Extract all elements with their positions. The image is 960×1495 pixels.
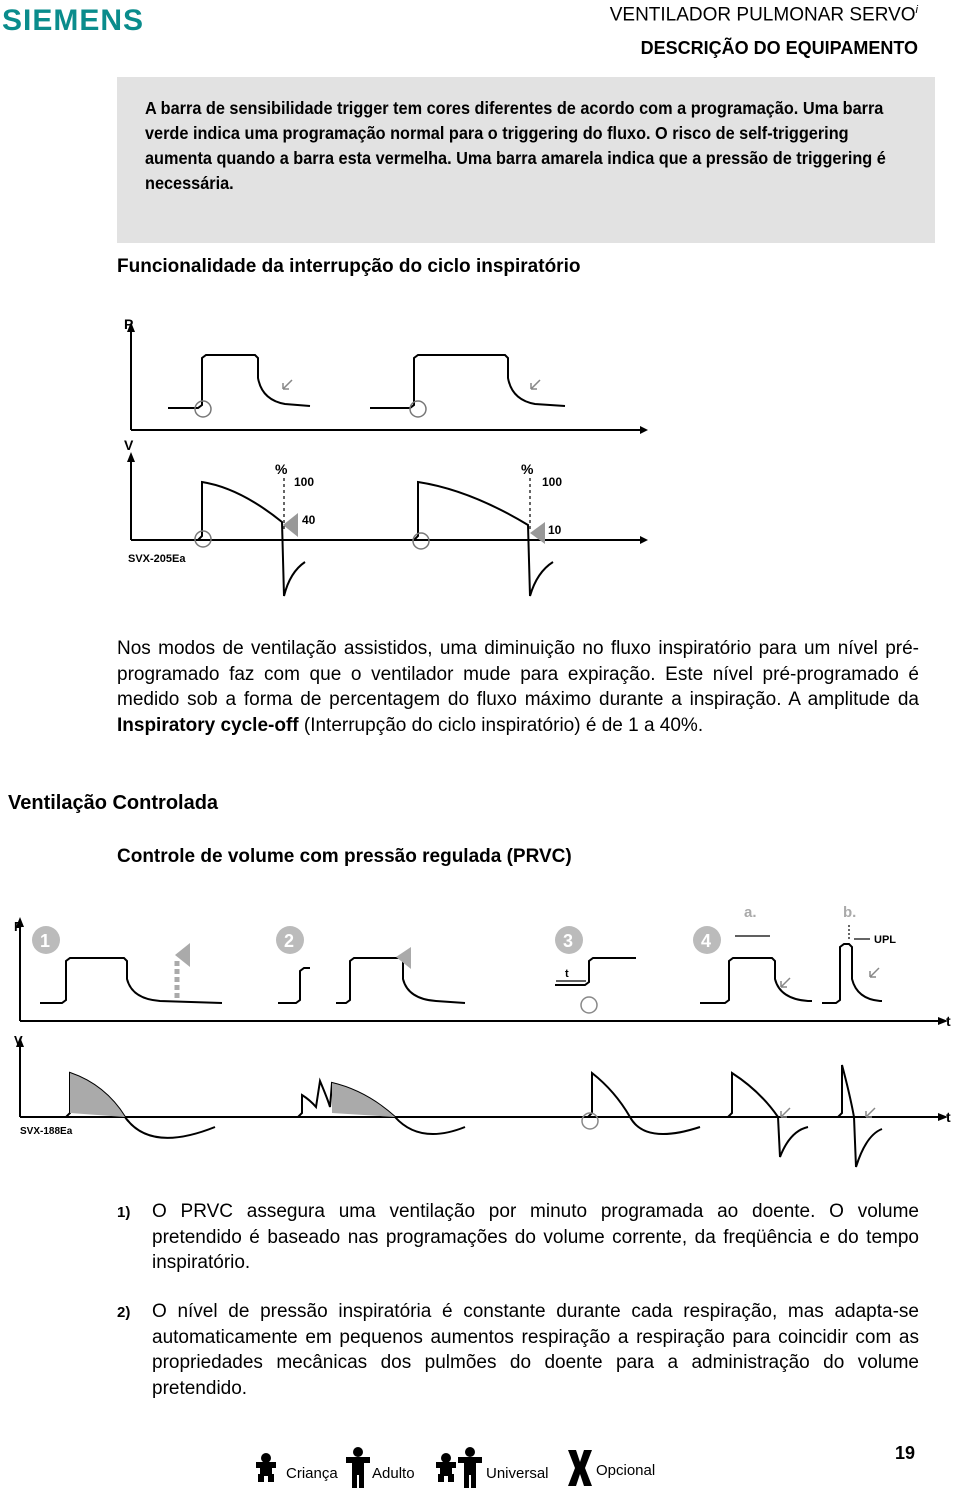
step-4-badge: 4 (701, 931, 712, 951)
fig1-val-40: 40 (302, 513, 316, 527)
p-wave-2 (370, 355, 565, 408)
section-heading-prvc: Controle de volume com pressão regulada (PRVC) (117, 846, 572, 867)
title-text: VENTILADOR PULMONAR SERVO (609, 4, 916, 26)
fig2-code: SVX-188Ea (20, 1126, 73, 1137)
paragraph-bold: Inspiratory cycle-off (117, 714, 299, 736)
list-item-2 (117, 1299, 919, 1401)
prvc-figure (0, 895, 960, 1175)
legend-optional: Opcional (596, 1462, 656, 1479)
note-box (117, 77, 935, 243)
step-1-badge: 1 (40, 931, 51, 951)
cycle-off-paragraph (117, 636, 919, 738)
fig1-val-10: 10 (548, 523, 562, 537)
fig1-pct-2: % (521, 461, 534, 477)
child-icon (256, 1453, 276, 1482)
siemens-logo: SIEMENS (2, 4, 145, 37)
list-text-2: O nível de pressão inspiratória é constante durante cada respiração, mas adapta-se automaticamente em pequenos aumentos respiração a respiração para coincidir com as propriedades mecânicas dos pulmões do doente para a administração do volume pretendido. (152, 1301, 919, 1399)
fig1-val-100b: 100 (542, 475, 563, 489)
document-subtitle: DESCRIÇÃO DO EQUIPAMENTO (640, 38, 918, 58)
cycle-off-figure (0, 300, 960, 605)
legend-universal: Universal (486, 1465, 549, 1482)
list-num-2: 2) (117, 1304, 131, 1321)
page-number: 19 (895, 1443, 916, 1463)
optional-icon (568, 1450, 592, 1486)
fig2-t-small: t (565, 968, 569, 980)
section-title-controlled: Ventilação Controlada (8, 792, 219, 814)
list-text-1: O PRVC assegura uma ventilação por minuto programada ao doente. O volume pretendido é baseado nas programações do volume corrente, da freqüência e do tempo inspiratório. (152, 1201, 919, 1273)
section-heading-cycle-off: Funcionalidade da interrupção do ciclo inspiratório (117, 256, 581, 277)
fig1-val-100a: 100 (294, 475, 315, 489)
paragraph-part-a: Nos modos de ventilação assistidos, uma diminuição no fluxo inspiratório para um nível pré-programado faz com que o ventilador mude para expiração. Este nível pré-programado é medido sob a forma de percentagem do fluxo máximo durante a inspiração. A amplitude da (117, 638, 919, 710)
adult-icon (346, 1447, 370, 1488)
fig1-v-label: V (124, 437, 134, 453)
title-sup: i (915, 4, 918, 16)
fig2-t-label-2: t (946, 1109, 951, 1125)
step-2-badge: 2 (284, 931, 295, 951)
step-3-badge: 3 (563, 931, 574, 951)
universal-icon (436, 1447, 482, 1488)
fig1-p-label: P (124, 316, 134, 332)
list-num-1: 1) (117, 1204, 131, 1221)
fig2-v-label: V (14, 1033, 23, 1048)
fig2-upl: UPL (874, 934, 896, 946)
document-title (610, 4, 918, 26)
fig2-p-label: P (14, 919, 23, 934)
note-text: A barra de sensibilidade trigger tem cores diferentes de acordo com a programação. Uma barra verde indica uma programação normal para o triggering do fluxo. O risco de self-triggering aumenta quando a barra esta vermelha. Uma barra amarela indica que a pressão de triggering é necessária. (145, 98, 886, 193)
fig1-code: SVX-205Ea (128, 553, 186, 565)
legend-adult: Adulto (372, 1465, 415, 1482)
legend-child: Criança (286, 1465, 338, 1482)
paragraph-part-b: (Interrupção do ciclo inspiratório) é de 1 a 40%. (298, 714, 704, 736)
fig2-a-label: a. (744, 904, 757, 921)
list-item-1 (117, 1199, 919, 1276)
fig2-b-label: b. (843, 904, 857, 921)
fig1-pct-1: % (275, 461, 288, 477)
p-wave-1 (168, 355, 310, 408)
fig2-t-label-1: t (946, 1013, 951, 1029)
